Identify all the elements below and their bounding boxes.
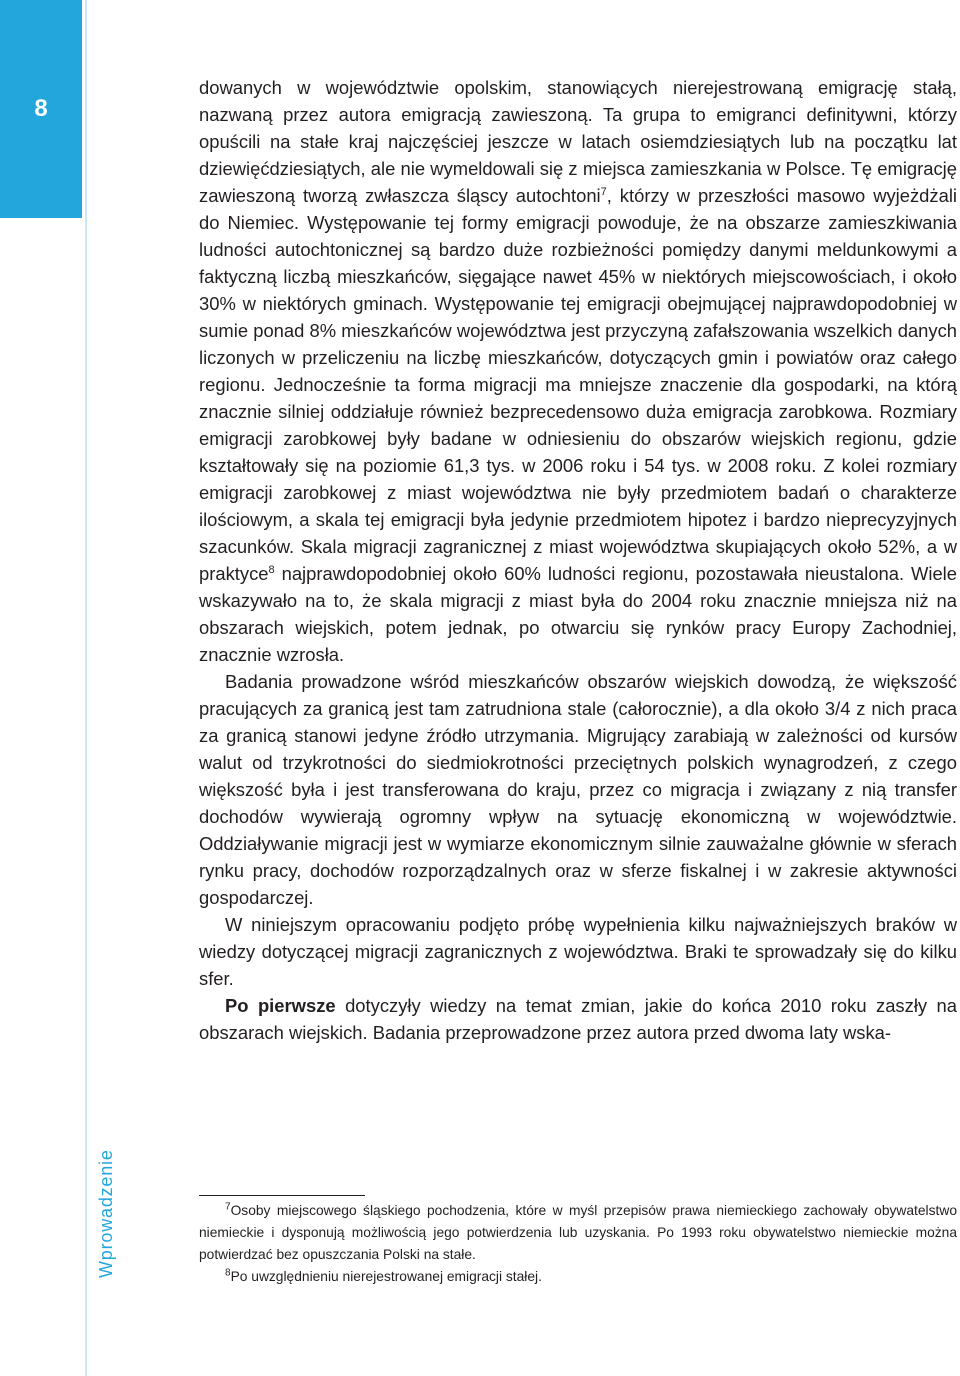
footnote-number: 7: [225, 1201, 231, 1213]
side-rule: [85, 0, 87, 1376]
footnote-number: 8: [225, 1267, 231, 1279]
paragraph: [199, 992, 957, 1046]
footnote-separator: [199, 1195, 365, 1196]
body-text: [199, 74, 957, 1046]
page-number: 8: [34, 95, 48, 122]
text-run: , którzy w przeszłości masowo wyjeżdżali do Niemiec. Występowanie tej formy emigracji powoduje, że na obszarze zamieszkiwania ludności autochtonicznej są bardzo duże rozbieżności pomiędzy danymi meldunkowymi a faktyczną liczbą mieszkańców, sięgające nawet 45% w niektórych miejscowościach, i około 30% w niektórych gminach. Występowanie tej emigracji obejmującej najprawdopodobniej w sumie ponad 8% mieszkańców województwa jest przyczyną zafałszowania wszelkich danych liczonych w przeliczeniu na liczbę mieszkańców, dotyczących gmin i powiatów oraz całego regionu. Jednocześnie ta forma migracji ma mniejsze znaczenie dla gospodarki, na którą znacznie silniej oddziałuje również bezprecedensowo duża emigracja zarobkowa. Rozmiary emigracji zarobkowej były badane w odniesieniu do obszarów wiejskich regionu, gdzie kształtowały się na poziomie 61,3 tys. w 2006 roku i 54 tys. w 2008 roku. Z kolei rozmiary emigracji zarobkowej z miast województwa nie były przedmiotem badań o charakterze ilościowym, a skala tej emigracji była jedynie przedmiotem hipotez i bardzo nieprecyzyjnych szacunków. Skala migracji zagranicznej z miast województwa skupiających około 52%, a w praktyce: [199, 185, 957, 584]
text-run: najprawdopodobniej około 60% ludności regionu, pozostawała nieustalona. Wiele wskazywało na to, że skala migracji z miast była do 2004 roku znacznie mniejsza niż na obszarach wiejskich, potem jednak, po otwarciu się rynków pracy Europy Zachodniej, znacznie wzrosła.: [199, 563, 957, 665]
text-run: dotyczyły wiedzy na temat zmian, jakie do końca 2010 roku zaszły na obszarach wiejskich. Badania przeprowadzone przez autora przed dwoma laty wska-: [199, 995, 958, 1043]
paragraph: [199, 911, 957, 992]
footnote-text: Osoby miejscowego śląskiego pochodzenia, które w myśl przepisów prawa niemieckiego zachowały obywatelstwo niemieckie i dysponują możliwością jego potwierdzenia lub uzyskania. Po 1993 roku obywatelstwo niemieckie można potwierdzać bez opuszczania Polski na stałe.: [199, 1203, 957, 1262]
footnote-reference[interactable]: 7: [600, 185, 607, 198]
footnote-text: Po uwzględnieniu nierejestrowanej emigracji stałej.: [230, 1269, 542, 1284]
footnote: [199, 1200, 957, 1266]
text-run: dowanych w województwie opolskim, stanowiących nierejestrowaną emigrację stałą, nazwaną przez autora emigracją zawieszoną. Ta grupa to emigranci definitywni, którzy opuścili na stałe kraj najczęściej jeszcze w latach osiemdziesiątych lub na początku lat dziewięćdziesiątych, ale nie wymeldowali się z miejsca zamieszkania w Polsce. Tę emigrację zawieszoną tworzą zwłaszcza śląscy autochtoni: [199, 77, 957, 206]
paragraph: [199, 74, 957, 668]
emphasis-text: Po pierwsze: [225, 995, 336, 1016]
footnote-reference[interactable]: 8: [268, 563, 275, 576]
text-run: W niniejszym opracowaniu podjęto próbę wypełnienia kilku najważniejszych braków w wiedzy dotyczącej migracji zagranicznych z województwa. Braki te sprowadzały się do kilku sfer.: [199, 914, 957, 989]
paragraph: [199, 668, 957, 911]
text-run: Badania prowadzone wśród mieszkańców obszarów wiejskich dowodzą, że większość pracujących za granicą jest tam zatrudniona stale (całorocznie), a dla około 3/4 z nich praca za granicą stanowi jedyne źródło utrzymania. Migrujący zarabiają w zależności od kursów walut od trzykrotności do siedmiokrotności przeciętnych polskich wynagrodzeń, z czego większość była i jest transferowana do kraju, przez co migracja i związany z nią transfer dochodów wywierają ogromny wpływ na sytuację ekonomiczną w województwie. Oddziaływanie migracji jest w wymiarze ekonomicznym silnie zauważalne głównie w sferach rynku pracy, dochodów rozporządzalnych oraz w sferze fiskalnej i w zakresie aktywności gospodarczej.: [199, 671, 957, 908]
footnote: [199, 1266, 957, 1288]
footnotes: [199, 1200, 957, 1288]
section-label: Wprowadzenie: [96, 1149, 116, 1278]
page-number-box: [0, 0, 82, 218]
